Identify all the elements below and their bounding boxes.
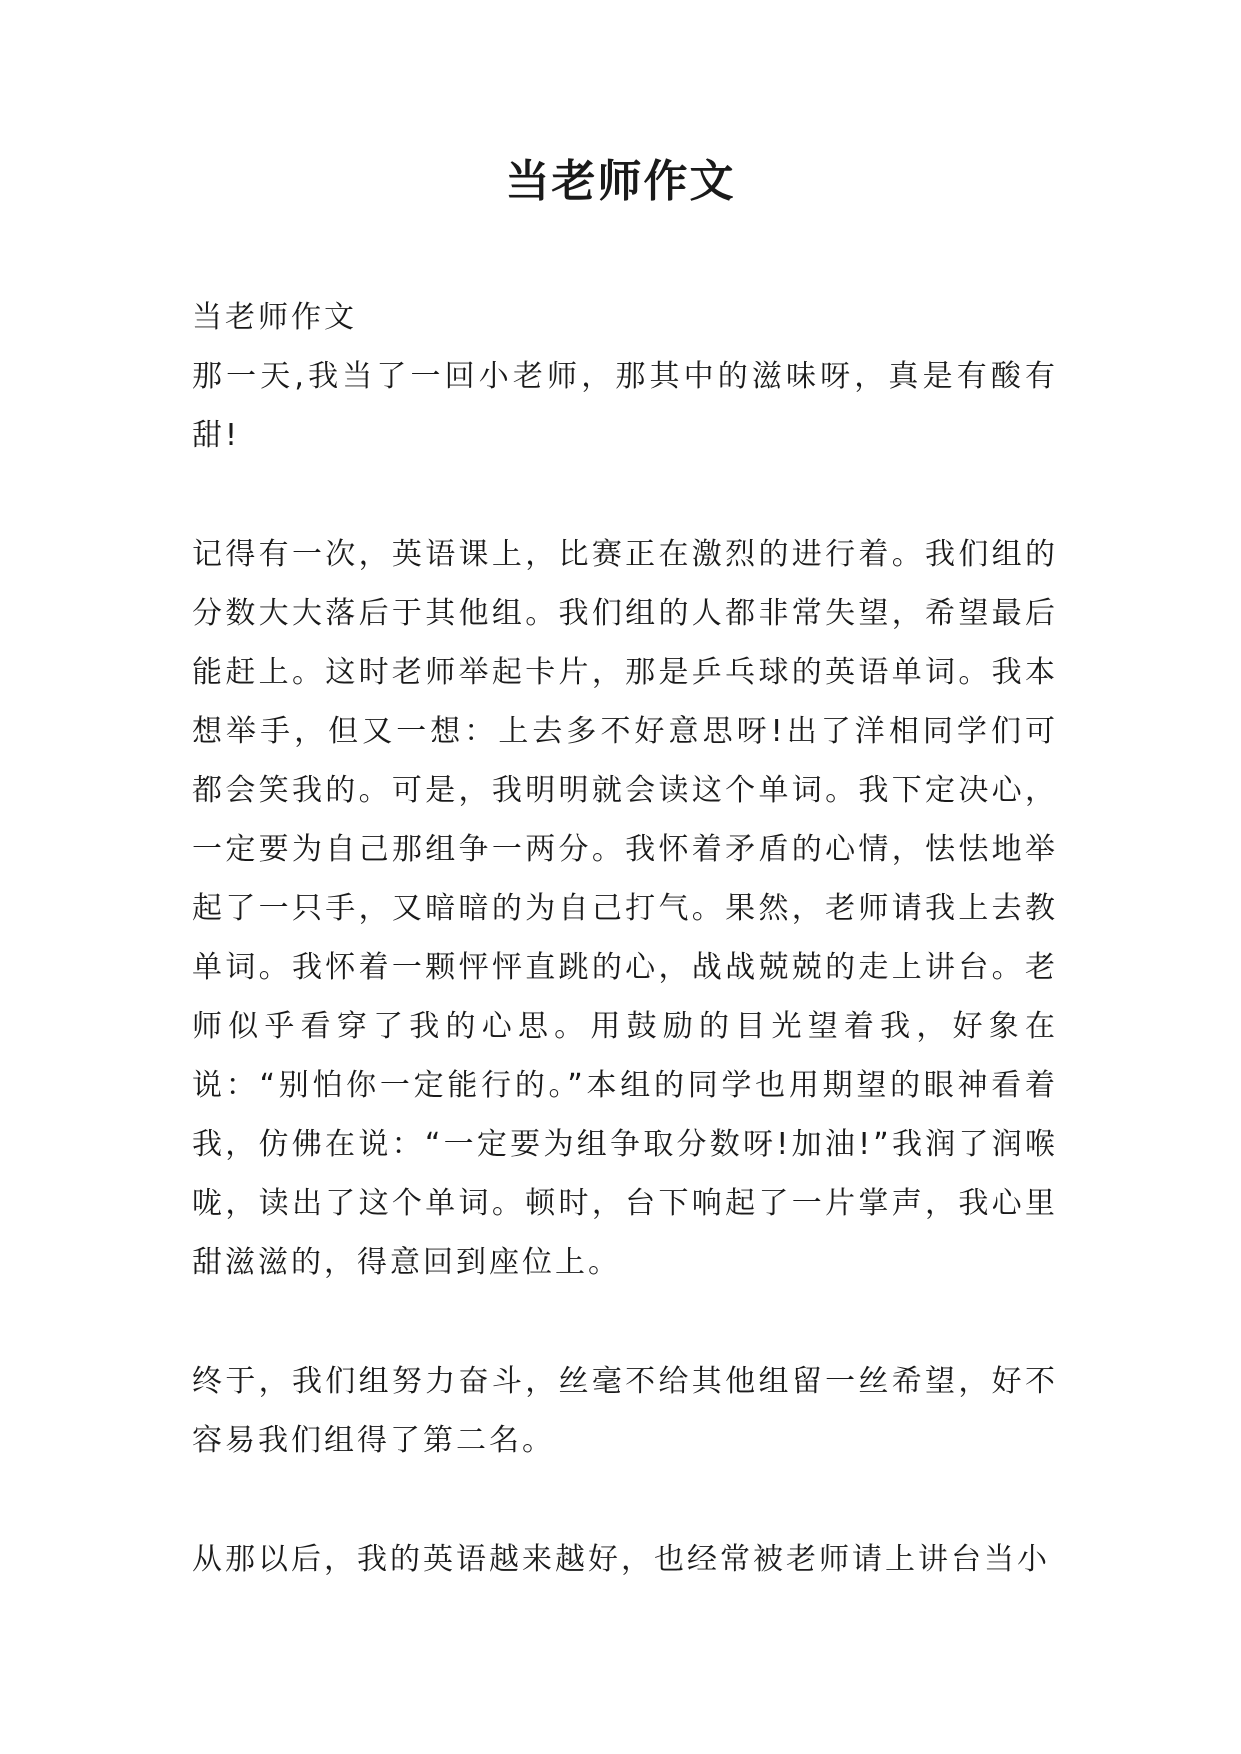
paragraph-1: 那一天,我当了一回小老师，那其中的滋味呀，真是有酸有甜! [192,359,1058,453]
paragraph-2: 记得有一次，英语课上，比赛正在激烈的进行着。我们组的分数大大落后于其他组。我们组的人都非常失望，希望最后能赶上。这时老师举起卡片，那是乒乓球的英语单词。我本想举手，但又一想：上去多不好意思呀!出了洋相同学们可都会笑我的。可是，我明明就会读这个单词。我下定决心，一定要为自己那组争一两分。我怀着矛盾的心情，怯怯地举起了一只手，又暗暗的为自己打气。果然，老师请我上去教单词。我怀着一颗怦怦直跳的心，战战兢兢的走上讲台。老师似乎看穿了我的心思。用鼓励的目光望着我，好象在说：“别怕你一定能行的。”本组的同学也用期望的眼神看着我，仿佛在说：“一定要为组争取分数呀!加油!”我润了润喉咙，读出了这个单词。顿时，台下响起了一片掌声，我心里甜滋滋的，得意回到座位上。 [192,537,1058,1280]
paragraph-spacer [192,1292,1058,1352]
paragraph-4: 从那以后，我的英语越来越好，也经常被老师请上讲台当小 [192,1542,1050,1577]
document-title: 当老师作文 [505,156,736,207]
document-body [192,288,1058,1589]
paragraph-3: 终于，我们组努力奋斗，丝毫不给其他组留一丝希望，好不容易我们组得了第二名。 [192,1364,1058,1458]
paragraph-spacer [192,465,1058,525]
document-subtitle: 当老师作文 [192,300,357,335]
paragraph-spacer [192,1470,1058,1530]
